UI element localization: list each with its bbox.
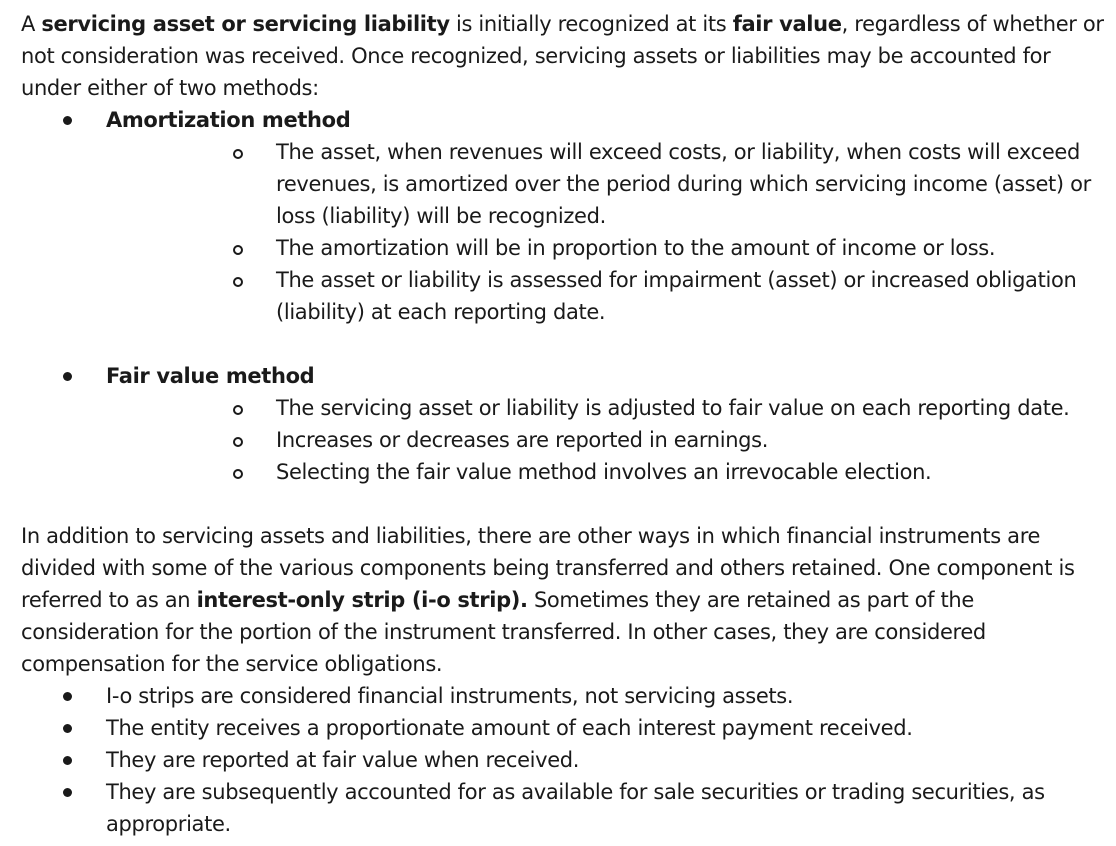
methods-list [21,104,1106,328]
strips-text-1: In addition to servicing assets and liabilities, there are other ways in which financial instruments are divided with some of the various components being transferred and others retained. One component is referred to as an [21,524,1075,612]
intro-text-3: , regardless of whether or not consideration was received. Once recognized, servicing assets or liabilities may be accounted for under either of two methods: [21,12,1104,100]
term-servicing-asset: servicing asset or servicing liability [41,12,450,36]
strips-list [21,680,1106,840]
intro-text-2: is initially recognized at its [449,12,733,36]
method-points [106,392,1106,488]
method-point: The servicing asset or liability is adjusted to fair value on each reporting date. [106,392,1106,424]
method-point: The asset, when revenues will exceed costs, or liability, when costs will exceed revenues, is amortized over the period during which servicing income (asset) or loss (liability) will be recognized. [106,136,1106,232]
term-fair-value: fair value [732,12,842,36]
strip-point: They are reported at fair value when received. [21,744,1106,776]
method-heading: Amortization method [106,108,351,132]
method-amortization [21,104,1106,328]
method-point: Increases or decreases are reported in earnings. [106,424,1106,456]
method-point: The amortization will be in proportion to the amount of income or loss. [106,232,1106,264]
strip-point: I-o strips are considered financial instruments, not servicing assets. [21,680,1106,712]
term-io-strip: interest-only strip (i-o strip). [196,588,528,612]
strips-paragraph [21,520,1106,680]
intro-paragraph [21,8,1106,104]
method-point: Selecting the fair value method involves an irrevocable election. [106,456,1106,488]
method-point: The asset or liability is assessed for impairment (asset) or increased obligation (liability) at each reporting date. [106,264,1106,328]
strip-point: They are subsequently accounted for as available for sale securities or trading securities, as appropriate. [21,776,1106,840]
strips-text-2: Sometimes they are retained as part of the consideration for the portion of the instrument transferred. In other cases, they are considered compensation for the service obligations. [21,588,986,676]
method-points [106,136,1106,328]
intro-text-1: A [21,12,42,36]
method-heading: Fair value method [106,364,315,388]
method-fair-value [21,360,1106,488]
strip-point: The entity receives a proportionate amount of each interest payment received. [21,712,1106,744]
methods-list-2 [21,360,1106,488]
